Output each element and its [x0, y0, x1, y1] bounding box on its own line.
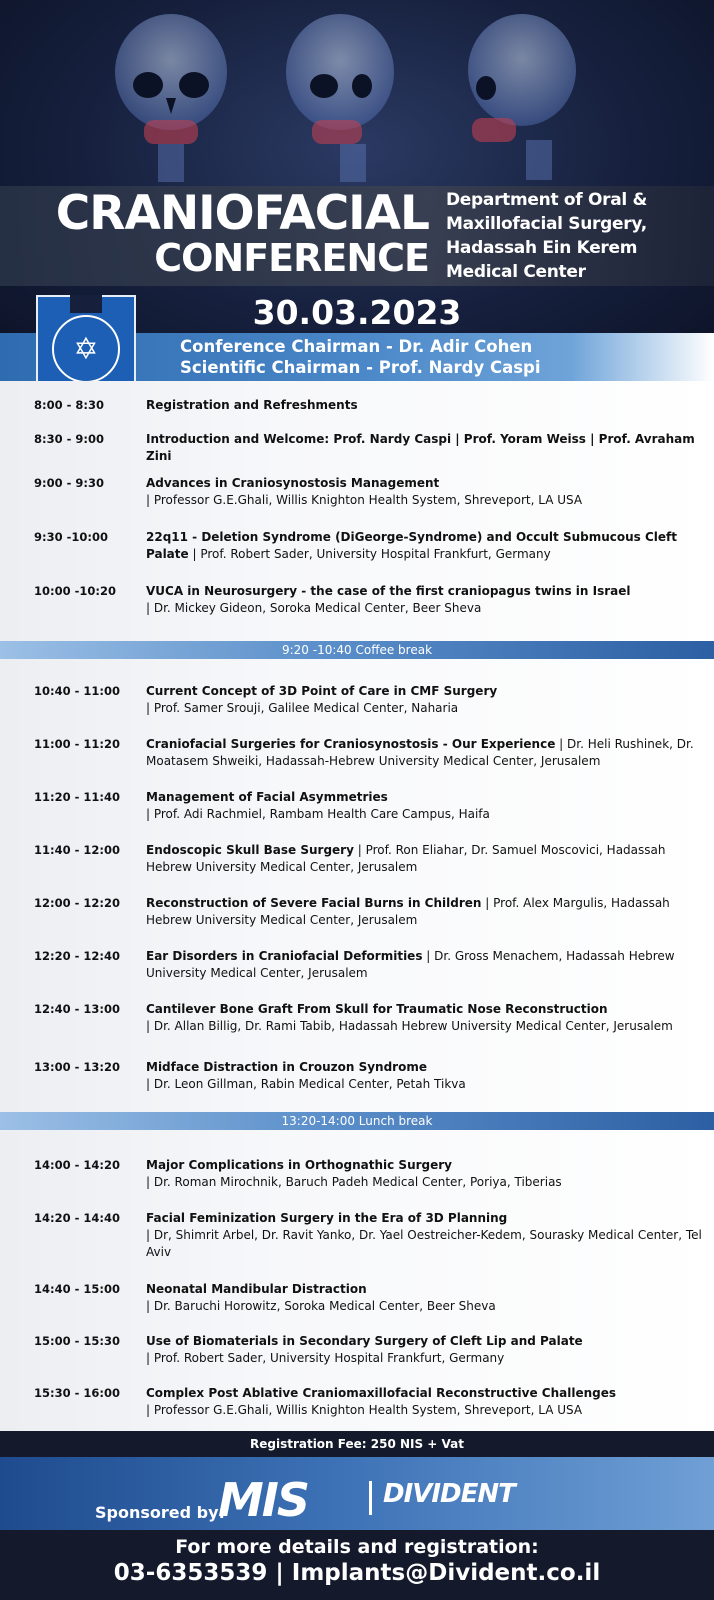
coffee-break-band: 9:20 -10:40 Coffee break: [0, 641, 714, 659]
conference-title: [55, 186, 429, 280]
star-seal-icon: ✡: [52, 315, 120, 383]
conference-date: 30.03.2023: [252, 293, 462, 332]
schedule: 8:00 - 8:30 Registration and Refreshments 8:30 - 9:00 Introduction and Welcome: Prof. Nardy Caspi | Prof. Yoram Weiss | Prof. Avraham Zini 9:00 - 9:30 Advances in Craniosynostosis Management | Professor G.E.Ghali, Willis Knighton Health System, Shreveport, LA USA 9:30 -10:00 22q11 - Deletion Syndrome (DiGeorge-Syndrome) and Occult Submucous Cleft Palate | Prof. Robert Sader, University Hospital Frankfurt, Germany 10:00 -10:20 VUCA in Neurosurgery - the case of the first craniopagus twins in Israel | Dr. Mickey Gideon, Soroka Medical Center, Beer Sheva 9:20 -10:40 Coffee break 10:40 - 11:00 Current Concept of 3D Point of Care in CMF Surgery | Prof. Samer Srouji, Galilee Medical Center, Naharia 11:00 - 11:20 Craniofacial Surgeries for Craniosynostosis - Our Experience | Dr. Heli Rushinek, Dr. Moatasem Shweiki, Hadassah-Hebrew University Medical Center, Jerusalem 11:20 - 11:40 Management of Facial Asymmetries | Prof. Adi Rachmiel, Rambam Health Care Campus, Haifa 11:40 - 12:00 Endoscopic Skull Base Surgery | Prof. Ron Eliahar, Dr. Samuel Moscovici, Hadassah Hebrew University Medical Center, Jerusalem 12:00 - 12:20 Reconstruction of Severe Facial Burns in Children | Prof. Alex Margulis, Hadassah Hebrew University Medical Center, Jerusalem 12:20 - 12:40 Ear Disorders in Craniofacial Deformities | Dr. Gross Menachem, Hadassah Hebrew University Medical Center, Jerusalem 12:40 - 13:00 Cantilever Bone Graft From Skull for Traumatic Nose Reconstruction | Dr. Allan Billig, Dr. Rami Tabib, Hadassah Hebrew University Medical Center, Jerusalem 13:00 - 13:20 Midface Distraction in Crouzon Syndrome | Dr. Leon Gillman, Rabin Medical Center, Petah Tikva 13:20-14:00 Lunch break 14:00 - 14:20 Major Complications in Orthognathic Surgery | Dr. Roman Mirochnik, Baruch Padeh Medical Center, Poriya, Tiberias 14:20 - 14:40 Facial Feminization Surgery in the Era of 3D Planning | Dr, Shimrit Arbel, Dr. Ravit Yanko, Dr. Yael Oestreicher-Kedem, Sourasky Medical Center, Tel Aviv 14:40 - 15:00 Neonatal Mandibular Distraction | Dr. Baruchi Horowitz, Soroka Medical Center, Beer Sheva 15:00 - 15:30 Use of Biomaterials in Secondary Surgery of Cleft Lip and Palate | Prof. Robert Sader, University Hospital Frankfurt, Germany 15:30 - 16:00 Complex Post Ablative Craniomaxillofacial Reconstructive Challenges | Professor G.E.Ghali, Willis Knighton Health System, Shreveport, LA USA: [0, 381, 714, 1431]
chairmen-info: [180, 336, 541, 378]
mis-logo: MIS: [218, 1473, 309, 1527]
skull-three-quarter-image: [262, 10, 412, 185]
skull-side-image: [440, 10, 590, 185]
skull-front-image: [96, 10, 246, 185]
lunch-break-band: 13:20-14:00 Lunch break: [0, 1112, 714, 1130]
details-label: For more details and registration:: [175, 1536, 539, 1558]
sponsor-band: [0, 1457, 714, 1530]
registration-fee: Registration Fee: 250 NIS + Vat: [0, 1431, 714, 1457]
department-name: Department of Oral & Maxillofacial Surgery, Hadassah Ein Kerem Medical Center: [446, 190, 648, 282]
contact-band: [0, 1530, 714, 1600]
sponsored-by-label: Sponsored by:: [95, 1503, 225, 1522]
title-line-1: CRANIOFACIAL: [55, 186, 429, 241]
contact-info: 03-6353539 | Implants@Divident.co.il: [113, 1560, 601, 1586]
scientific-chairman: Scientific Chairman - Prof. Nardy Caspi: [180, 358, 541, 377]
conference-chairman: Conference Chairman - Dr. Adir Cohen: [180, 337, 533, 356]
divident-logo: DIVIDENT: [383, 1479, 515, 1509]
sponsor-divider: [369, 1481, 372, 1515]
title-line-2: CONFERENCE: [154, 236, 429, 280]
